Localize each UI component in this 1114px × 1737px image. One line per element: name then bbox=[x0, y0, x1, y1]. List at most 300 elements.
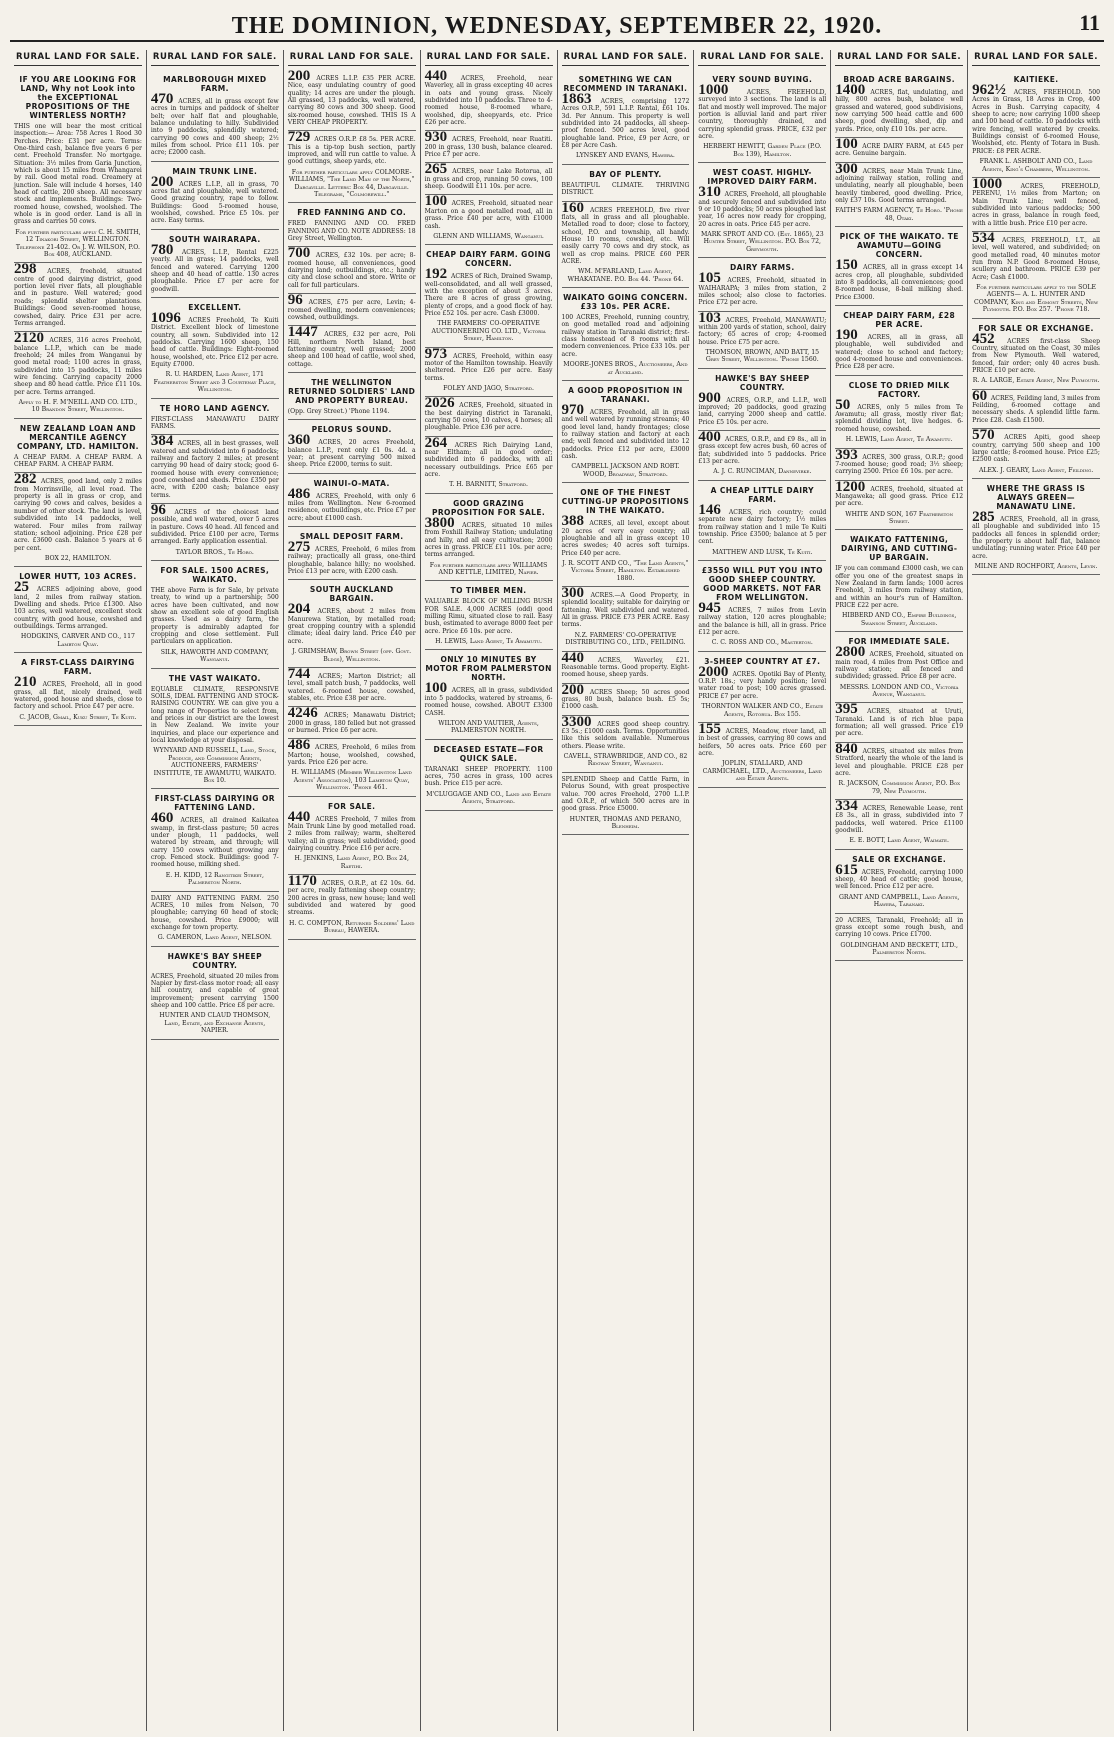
ad-signature: For further particulars apply C. H. SMITH, 12 Tinakori Street, WELLINGTON. Telephone 21-402. Or J. W. WILSON, P.O. Box 408, AUCKLAND. bbox=[15, 228, 141, 259]
ad-text: ACRES Freehold, Te Kuiti District. Excellent block of limestone country, all sown. Subdivided into 12 paddocks. Carrying 1600 sheep, 150 head of cattle. Buildings: Eight-roomed house, woolshed, etc. Price £12 per acre. Equity £7000. bbox=[150, 316, 279, 368]
ad-signature: A. J. C. RUNCIMAN, Dannevirke. bbox=[713, 468, 812, 476]
ad-signature: H. JENKINS, Land Agent, P.O. Box 24, Raetihi. bbox=[294, 855, 409, 870]
ad-text: ACRES, all in grass, all ploughable, well subdivided and watered; close to school and factory; good 4-roomed house and conveniences. Price £28 per acre. bbox=[835, 334, 964, 371]
ad-acreage: 160 bbox=[561, 199, 590, 216]
ad-text: ACRES L.I.P. £35 PER ACRE. Nice, easy undulating country of good quality; 14 acres are under the plough. All grassed, 13 paddocks, well watered, carrying 80 cows and 300 sheep. Good six-roomed house, cowshed. THIS IS A VERY CHEAP PROPERTY. bbox=[287, 75, 416, 127]
ad-body bbox=[835, 257, 964, 301]
ad-acreage: 100 bbox=[424, 193, 452, 210]
ad-acreage: 200 bbox=[150, 173, 180, 190]
ad-signature: R. A. LARGE, Estate Agent, New Plymouth. bbox=[972, 377, 1100, 385]
ad-body bbox=[425, 766, 553, 788]
ad-acreage: 1170 bbox=[287, 873, 322, 890]
ad-text: ACRES, situated 10 miles from Foxhill Railway Station; undulating and hilly, and all easy cultivation; 2000 acres in grass. PRICE £11 10s. per acre; terms arranged. bbox=[424, 521, 553, 559]
ad-acreage: 945 bbox=[698, 600, 729, 616]
ad-body bbox=[835, 136, 964, 158]
advertisement bbox=[835, 138, 963, 163]
advertisement bbox=[835, 160, 964, 228]
ad-heading: GOOD GRAZING PROPOSITION FOR SALE. bbox=[431, 498, 546, 517]
ad-body bbox=[288, 220, 416, 242]
column-header: RURAL LAND FOR SALE. bbox=[972, 50, 1100, 66]
advertisement bbox=[288, 420, 416, 473]
column-header: RURAL LAND FOR SALE. bbox=[562, 50, 690, 66]
ad-body bbox=[835, 701, 964, 738]
ad-text: THE above Farm is for Sale, by private treaty, to wind up a partnership; 500 acres have been cultivated, and now show an excellent sole of good English grasses. Used as a dairy farm, the property is admirably adapted for cropping and close settlement. Full particulars on application. bbox=[150, 587, 279, 646]
ad-heading: SMALL DEPOSIT FARM. bbox=[299, 532, 404, 541]
ad-body bbox=[835, 396, 964, 433]
ad-heading: ONLY 10 MINUTES BY MOTOR FROM PALMERSTON NORTH. bbox=[425, 655, 552, 683]
ad-body bbox=[151, 416, 279, 431]
advertisement bbox=[698, 481, 826, 561]
advertisement bbox=[698, 431, 826, 481]
ad-signature: R. U. HARDEN, Land Agent, 171 Featherston Street and 3 Courtenay Place, Wellington. bbox=[153, 371, 276, 394]
advertisement bbox=[14, 263, 142, 332]
advertisement bbox=[562, 381, 690, 483]
ad-heading: FOR IMMEDIATE SALE. bbox=[848, 637, 950, 647]
ad-body bbox=[561, 401, 690, 460]
ad-text: ACRES, FREEHOLD. 500 Acres in Grass, 18 Acres in Crop, 400 Acres in Bush. Carrying capacity, 4 sheep to acre; now carrying 1000 sheep and 100 head of cattle. 10 paddocks with wire fencing, well watered by creeks. Buildings consist of 6-roomed House, Woolshed, etc. Plenty of Totara in Bush. PRICE: £8 PER ACRE. bbox=[972, 89, 1100, 155]
ad-acreage: 4246 bbox=[287, 705, 325, 722]
ad-acreage: 100 bbox=[835, 136, 863, 153]
ad-text: TARANAKI SHEEP PROPERTY. 1100 acres, 750 acres in grass, 100 acres bush. Price £15 per acre. bbox=[424, 765, 553, 788]
ad-signature: BOX 22, HAMILTON. bbox=[44, 554, 112, 562]
ad-text: SPLENDID Sheep and Cattle Farm, in Pelorus Sound, with great prospective value. 700 acres Freehold, 2700 L.I.P. and O.R.P., of which 500 acres are in good grass. Price £5000. bbox=[561, 775, 690, 813]
ad-text: ACRES first-class Sheep Country, situated on the Coast, 30 miles from New Plymouth. Well watered, fenced, fair order; only 40 acres bush. PRICE £10 per acre. bbox=[972, 337, 1100, 375]
ad-heading: ONE OF THE FINEST CUTTING-UP PROPOSITIONS IN THE WAIKATO. bbox=[561, 488, 690, 516]
ad-acreage: 265 bbox=[424, 161, 453, 178]
ad-acreage: 2026 bbox=[424, 395, 460, 412]
advertisement bbox=[835, 800, 963, 850]
ad-body bbox=[561, 199, 690, 266]
ad-heading: CHEAP DAIRY FARM. GOING CONCERN. bbox=[426, 250, 551, 269]
advertisement bbox=[835, 446, 964, 481]
advertisement bbox=[425, 740, 553, 811]
ad-body bbox=[424, 395, 553, 432]
ad-text: ACRES, about 2 miles from Manurewa Station, by metalled road; great cropping country with a splendid climate; ideal dairy land. Price £40 per acre. bbox=[287, 608, 416, 645]
ad-body bbox=[561, 713, 690, 750]
ad-text: VALUABLE BLOCK OF MILLING BUSH FOR SALE. 4,000 ACRES (odd) good milling Rimu, situated close to rail. Easy bush, estimated to average 8000 feet per acre. Price £6 10s. per acre. bbox=[424, 598, 553, 635]
ad-text: ACRES, only 5 miles from Te Awamutu; all grass, mostly river flat; splendid dividing lot, live hedges. 6-roomed house, cowshed. bbox=[835, 403, 964, 433]
ad-acreage: 400 bbox=[698, 429, 726, 446]
ad-body bbox=[698, 389, 827, 426]
advertisement bbox=[288, 203, 416, 247]
advertisement bbox=[425, 494, 553, 582]
advertisement bbox=[425, 581, 553, 650]
advertisement bbox=[835, 914, 963, 962]
ad-signature: ALEX. J. GEARY, Land Agent, Feilding. bbox=[978, 466, 1094, 474]
advertisement bbox=[151, 892, 279, 947]
ad-signature: H. C. COMPTON, Returned Soldiers' Land Bureau, HAWERA. bbox=[288, 919, 415, 935]
advertisement bbox=[835, 632, 963, 703]
advertisement bbox=[835, 376, 963, 449]
column-header: RURAL LAND FOR SALE. bbox=[425, 50, 553, 66]
ad-acreage: 310 bbox=[698, 184, 725, 201]
ad-body bbox=[287, 485, 416, 522]
ad-text: ACRES, Freehold, all in grass and well watered by running streams; 40 good level land, handy frontages; close to railway station and factory at each end; well fenced and subdivided into 12 paddocks. Price £12 per acre, £3000 cash. bbox=[561, 408, 690, 460]
ad-body bbox=[287, 245, 416, 289]
ad-acreage: 486 bbox=[287, 737, 316, 754]
ad-acreage: 744 bbox=[287, 665, 318, 682]
advertisement bbox=[288, 797, 416, 876]
ad-heading: FIRST-CLASS DAIRYING OR FATTENING LAND. bbox=[154, 794, 275, 813]
ad-acreage: 275 bbox=[287, 539, 316, 555]
advertisement bbox=[14, 567, 142, 653]
advertisement bbox=[562, 70, 690, 165]
ad-heading: A CHEAP LITTLE DAIRY FARM. bbox=[710, 485, 814, 504]
ad-body bbox=[972, 508, 1100, 560]
ad-acreage: 300 bbox=[561, 585, 591, 602]
ad-text: ACRES.—A Good Property, in splendid locality; suitable for dairying or fattening. Well subdivided and watered. All in grass. PRICE £73 PER ACRE. Easy terms. bbox=[561, 592, 690, 629]
ad-signature: E. H. KIDD, 12 Rangitikei Street, Palmerston North. bbox=[165, 871, 264, 887]
ad-text: ACRES, Feilding land, 3 miles from Feilding, 6-roomed cottage and necessary sheds. A splendid little farm. Price £28. Cash £1500. bbox=[972, 394, 1101, 424]
column-header: RURAL LAND FOR SALE. bbox=[288, 50, 416, 66]
ad-body bbox=[425, 598, 553, 635]
advertisement bbox=[425, 70, 553, 131]
ad-signature: THORNTON WALKER AND CO., Estate Agents, Rotorua. Box 155. bbox=[701, 703, 824, 718]
column-1 bbox=[10, 50, 147, 1731]
ad-text: ACRES, all in grass except few acres in turnips and paddock of shelter belt; over half flat and ploughable, balance undulating to hilly. Subdivided into 9 paddocks, splendidly watered; carrying 90 cows and 400 sheep; 2½ miles from school. Price £11 10s. per acre; £2000 cash. bbox=[150, 98, 279, 157]
ad-signature: E. E. BOTT, Land Agent, Waimate. bbox=[849, 837, 949, 845]
ad-heading: IF YOU ARE LOOKING FOR LAND, Why not Look into the EXCEPTIONAL PROPOSITIONS OF THE WINTERLESS NORTH? bbox=[19, 75, 137, 120]
ad-heading: THE VAST WAIKATO. bbox=[168, 673, 261, 683]
ad-signature: JOPLIN, STALLARD, AND CARMICHAEL, LTD., Auctioneers, Land and Estate Agents. bbox=[702, 760, 822, 783]
advertisement bbox=[835, 478, 964, 531]
ad-signature: H. WILLIAMS (Member Wellington Land Agents' Association), 103 Lambton Quay, Wellington. 'Phone 461. bbox=[291, 769, 412, 792]
column-2 bbox=[147, 50, 284, 1731]
ad-text: ACRES, situated six miles from Stratford, nearly the whole of the land is level and ploughable. PRICE £28 per acre. bbox=[835, 747, 964, 777]
ad-acreage: 384 bbox=[150, 433, 178, 450]
ad-acreage: 285 bbox=[972, 508, 1000, 525]
ad-text: ACRES, all level, except about 20 acres of very easy country; all ploughable and all in grass except 10 acres swedes; 40 acres soft turnips. Price £40 per acre. bbox=[561, 520, 690, 557]
ad-heading: CLOSE TO DRIED MILK FACTORY. bbox=[848, 380, 950, 399]
advertisement bbox=[288, 373, 416, 420]
ad-text: ACRES, 7 miles from Levin railway station, 120 acres ploughable; and the balance is hill, all in grass. Price £12 per acre. bbox=[698, 607, 827, 637]
ad-heading: VERY SOUND BUYING. bbox=[712, 75, 813, 84]
ad-body bbox=[287, 68, 416, 127]
ad-body bbox=[14, 261, 142, 327]
ad-text: ACRES of Rich, Drained Swamp, well-consolidated, and all well grassed, with the exception of about 3 acres. There are 8 acres of grass growing, plenty of crops, and a good flock of hay. Price £52 10s. per acre. Cash £3000. bbox=[424, 273, 553, 317]
ad-heading: 3-SHEEP COUNTRY AT £7. bbox=[704, 656, 821, 666]
ad-body bbox=[972, 387, 1101, 424]
ad-heading: FOR SALE. bbox=[327, 801, 376, 811]
ad-signature: Apply to H. F. M'NEILL AND CO. LTD., 10 Brandon Street, Wellington. bbox=[18, 398, 138, 414]
ad-signature: C. C. ROSS AND CO., Masterton. bbox=[711, 639, 813, 647]
ad-heading: FRED FANNING AND CO. bbox=[297, 208, 407, 218]
ad-text: ACRES, Freehold, near Ruatiti. 200 in grass, 130 bush, balance cleared. Price £7 per acre. bbox=[424, 136, 553, 159]
ad-text: ACRES, 20 acres Freehold, balance L.I.P., rent only £1 0s. 4d. a year; at present carrying 500 mixed sheep. Price £2000, terms to suit. bbox=[287, 439, 416, 469]
advertisement bbox=[14, 473, 142, 567]
advertisement bbox=[288, 70, 416, 131]
ad-text: ACRES, Freehold, with only 6 miles from Wellington. New 6-roomed residence, outbuildings, etc. Price £7 per acre; about £1000 cash. bbox=[287, 492, 416, 522]
ad-acreage: 96 bbox=[150, 501, 175, 518]
ad-heading: WAIKATO GOING CONCERN. £33 10s. PER ACRE. bbox=[563, 293, 688, 312]
advertisement bbox=[288, 707, 416, 739]
advertisement bbox=[972, 319, 1100, 390]
advertisement bbox=[698, 163, 826, 258]
ad-body bbox=[698, 270, 827, 307]
ad-heading: THE WELLINGTON RETURNED SOLDIERS' LAND AND PROPERTY BUREAU. bbox=[288, 377, 416, 405]
advertisement bbox=[288, 131, 416, 203]
ad-body bbox=[562, 776, 690, 813]
ad-signature: FRANK L. ASHBOLT AND CO., Land Agents, King's Chambers, Wellington. bbox=[979, 158, 1093, 173]
advertisement bbox=[835, 703, 963, 742]
ad-body bbox=[287, 129, 416, 166]
ad-body bbox=[150, 810, 279, 869]
advertisement bbox=[151, 561, 279, 669]
ad-acreage: 729 bbox=[287, 129, 315, 146]
ad-text: ACRES, situated at Uruti, Taranaki. Land is of rich blue papa formation; all well grassed. Price £19 per acre. bbox=[835, 708, 964, 738]
ad-signature: LYNSKEY AND EVANS, Hawera. bbox=[576, 152, 675, 160]
advertisement bbox=[698, 652, 826, 723]
ad-body bbox=[424, 68, 553, 127]
ad-body bbox=[287, 292, 416, 321]
advertisement bbox=[698, 258, 826, 311]
ad-body bbox=[835, 82, 964, 133]
ad-body bbox=[835, 798, 964, 835]
ad-acreage: 440 bbox=[287, 808, 316, 825]
ad-signature: FAITH'S FARM AGENCY, Te Horo. 'Phone 48, Otaki. bbox=[835, 207, 963, 222]
ad-signature: WILTON AND VAUTIER, Agents, PALMERSTON NORTH. bbox=[438, 719, 539, 735]
advertisement bbox=[288, 474, 416, 527]
advertisement bbox=[151, 399, 279, 436]
ad-text: ACRES, Freehold, 6 miles from Marton; house, woolshed, cowshed, yards. Price £26 per acre. bbox=[287, 744, 416, 766]
ad-body bbox=[424, 434, 553, 479]
ad-signature: FOLEY AND JAGO, Stratford. bbox=[443, 384, 534, 392]
ad-acreage: 298 bbox=[14, 261, 48, 278]
ad-text: ACRES, £32 10s. per acre; 8-roomed house, all conveniences, good dairying land; outbuildings, etc.; handy city and close school and store. Write or call for full particulars. bbox=[287, 252, 416, 289]
ad-signature: WHITE AND SON, 167 Featherston Street. bbox=[845, 510, 954, 525]
ad-signature: MOORE-JONES BROS., Auctioneers, And at Auckland. bbox=[563, 361, 688, 376]
ad-signature: SILK, HAWORTH AND COMPANY, Wanganui. bbox=[160, 648, 269, 664]
advertisement bbox=[288, 739, 416, 796]
ad-acreage: 96 bbox=[287, 292, 309, 309]
ad-body bbox=[561, 91, 690, 150]
ad-acreage: 470 bbox=[150, 91, 179, 107]
ad-body bbox=[14, 579, 142, 630]
ad-body bbox=[150, 173, 279, 225]
ad-body bbox=[287, 737, 416, 766]
column-4 bbox=[421, 50, 558, 1731]
ad-body bbox=[150, 501, 279, 546]
ad-text: ACRES, Freehold, all in good grass, all flat, nicely drained, well watered, good house and sheds, close to factory and school. Price £47 per acre. bbox=[14, 681, 142, 711]
ad-body bbox=[14, 674, 142, 711]
advertisement bbox=[288, 527, 416, 580]
ad-acreage: 25 bbox=[14, 579, 37, 596]
ad-body bbox=[424, 514, 553, 559]
ad-text: ACRES adjoining above, good land, 2 miles from railway station. Dwelling and sheds. Price £1300. Also 103 acres, well watered, excellent stock country, with good house, cowshed and outbuildings. Terms arranged. bbox=[14, 586, 142, 630]
ad-signature: HIBBERD AND CO., Empire Buildings, Swanson Street, Auckland. bbox=[842, 612, 957, 627]
ad-text: ACRES, all in best grasses, well watered and subdivided into 6 paddocks; railway and factory 2 miles; at present carrying 90 head of dairy stock; good 6-roomed house with every convenience; good cowshed and sheds. Price £350 per acre, with £200 cash; balance easy terms. bbox=[150, 440, 279, 499]
ad-body bbox=[287, 873, 416, 917]
advertisement bbox=[14, 332, 142, 419]
ad-signature: C. JACOB, Gmail, Kuku Street, Te Kuiti. bbox=[19, 713, 137, 721]
ad-text: ACRES, FREEHOLD, PERENU, 1½ miles from Marton; on Main Trunk Line; well fenced, subdivided into various paddocks; 500 acres in grass, balance in rough feed, with a little bush. Price £10 per acre. bbox=[972, 182, 1101, 227]
ad-acreage: 200 bbox=[287, 68, 317, 84]
column-5 bbox=[558, 50, 695, 1731]
advertisement bbox=[972, 70, 1100, 178]
ad-body bbox=[424, 129, 553, 159]
ad-heading: A GOOD PROPOSITION IN TARANAKI. bbox=[568, 385, 683, 404]
ad-acreage: 264 bbox=[424, 434, 455, 451]
ad-signature: GRANT AND CAMPBELL, Land Agents, Hawera, Taranaki. bbox=[838, 893, 960, 909]
ad-body bbox=[151, 895, 279, 932]
ad-signature: WYNYARD AND RUSSELL, Land, Stock, Produce, and Commission Agents, AUCTIONEERS, FARMERS' INSTITUTE, TE AWAMUTU, WAIKATO. Box 10. bbox=[153, 747, 277, 784]
column-7 bbox=[831, 50, 968, 1731]
ad-signature: For further particulars apply to the SOLE AGENTS— A. L. HUNTER AND COMPANY, King and Egmont Streets, New Plymouth. P.O. Box 257. 'Phone 718. bbox=[974, 284, 1099, 314]
ad-body bbox=[835, 917, 963, 939]
ad-body bbox=[14, 454, 142, 469]
ad-signature: For further particulars apply COLMORE-WILLIAMS, "The Land Man of the North," Dargaville. Letters: Box 44, Dargaville. Telegrams, "Colmorewill." bbox=[288, 168, 415, 198]
column-header: RURAL LAND FOR SALE. bbox=[698, 50, 826, 66]
ad-signature: THOMSON, BROWN, AND BATT, 15 Grey Street, Wellington. 'Phone 1560. bbox=[705, 348, 820, 364]
ad-text: ACRES, comprising 1272 Acres O.R.P., 591 L.I.P. Rental, £61 10s. 3d. Per Annum. This property is well subdivided into 24 paddocks, all sheep-proof fenced. 500 acres level, good ploughable land. Price, £9 per Acre, or £8 per Acre Cash. bbox=[561, 98, 690, 150]
ad-signature: HERBERT HEWITT, Garden Place (P.O. Box 139), Hamilton. bbox=[703, 143, 822, 158]
ad-text: ACRES, rich country; could separate new dairy factory; 1½ miles from railway station and 1 mile Te Kuiti township. Price £3500; balance at 5 per cent. bbox=[698, 508, 827, 546]
ad-body bbox=[150, 433, 279, 499]
ad-text: ACRES, Freehold, 6 miles from railway; practically all grass, one-third ploughable, balance hilly; no woolshed. Price £13 per acre, with £200 cash. bbox=[287, 546, 416, 576]
ad-acreage: 486 bbox=[287, 485, 316, 502]
ad-heading: DECEASED ESTATE—FOR QUICK SALE. bbox=[433, 744, 544, 763]
ad-text: ACRES of the choicest land possible, and well watered, over 5 acres in pasture. Cows 40 head. All fenced and subdivided. Price £100 per acre, Terms arranged. Early application essential. bbox=[150, 508, 279, 546]
ad-body bbox=[14, 471, 142, 552]
ad-acreage: 460 bbox=[150, 810, 181, 827]
ad-body bbox=[835, 478, 964, 508]
ad-text: ACRES, Freehold, near Waverley, all in grass excepting 40 acres in oats and young grass. Nicely subdivided into 10 paddocks. Three to 4-roomed house, 8-roomed whare, woolshed, dip, sheepyards, etc. Price £26 per acre. bbox=[424, 75, 553, 127]
ad-signature: CAMPBELL JACKSON AND ROBT. WOOD, Broadway, Stratford. bbox=[571, 463, 680, 478]
ad-text: ACRES, £32 per acre, Poli Hill, northern North Island, best fattening country, well grassed; 2000 sheep and 100 head of cattle, wool shed, cottage. bbox=[287, 331, 416, 368]
ad-text: ACRES, £75 per acre, Levin; 4-roomed dwelling, modern conveniences; cowshed, outbuildings. bbox=[287, 299, 416, 321]
column-header: RURAL LAND FOR SALE. bbox=[14, 50, 142, 66]
column-3 bbox=[284, 50, 421, 1731]
ad-signature: GLENN AND WILLIAMS, Wanganui. bbox=[433, 232, 544, 240]
ad-body bbox=[14, 330, 142, 396]
ad-acreage: 103 bbox=[698, 309, 726, 326]
ad-body bbox=[562, 182, 690, 197]
advertisement bbox=[972, 429, 1100, 479]
advertisement bbox=[151, 947, 279, 1040]
ad-body bbox=[287, 808, 416, 853]
ad-acreage: 190 bbox=[835, 327, 868, 343]
ad-signature: J. R. SCOTT AND CO., "The Land Agents," Victoria Street, Hamilton. Established 1880. bbox=[562, 559, 689, 582]
ad-body bbox=[287, 665, 416, 702]
ad-text: ACRES O.R.P. £8 5s. PER ACRE. This is a tip-top bush section, partly improved, and will run cattle to value. A good cuttings, sheep yards, etc. bbox=[287, 136, 416, 166]
advertisement bbox=[562, 288, 690, 381]
ad-acreage: 200 bbox=[561, 681, 590, 698]
ad-body bbox=[287, 432, 416, 469]
advertisement bbox=[151, 435, 279, 504]
ad-signature: R. JACKSON, Commission Agent, P.O. Box 79, New Plymouth. bbox=[838, 780, 960, 795]
ad-acreage: 930 bbox=[424, 129, 453, 146]
ad-text: FRED FANNING AND CO. FRED FANNING AND CO. NOTE ADDRESS: 18 Grey Street, Wellington. bbox=[287, 220, 416, 243]
ad-body bbox=[972, 330, 1100, 375]
ad-heading: WAIKATO FATTENING, DAIRYING, AND CUTTING-UP BARGAIN. bbox=[841, 535, 958, 563]
ad-signature: MESSRS. LONDON AND CO., Victoria Avenue, Wanganui. bbox=[839, 683, 959, 699]
advertisement bbox=[835, 740, 964, 800]
ad-signature: MATTHEW AND LUSK, Te Kuiti. bbox=[712, 548, 813, 556]
ad-text: ACRES, FREEHOLD, I.T., all level, well watered, and subdivided; on good metalled road, 40 minutes motor run from N.P. Good 8-roomed House, scullery and bathroom. PRICE £39 per Acre; Cash £1000. bbox=[972, 236, 1100, 281]
advertisement bbox=[835, 850, 963, 914]
advertisement bbox=[151, 70, 279, 162]
ad-signature: N.Z. FARMERS' CO-OPERATIVE DISTRIBUTING CO., LTD., FEILDING. bbox=[565, 631, 686, 647]
ad-text: ACRES Rich Dairying Land, near Eltham; all in good order; subdivided into 6 paddocks, with all necessary outbuildings. Price £65 per acre. bbox=[424, 441, 553, 479]
advertisement bbox=[288, 247, 416, 294]
ad-body bbox=[835, 861, 964, 891]
ad-heading: BROAD ACRE BARGAINS. bbox=[843, 75, 956, 84]
page-number: 11 bbox=[1079, 10, 1100, 35]
ad-text: THIS one will bear the most critical inspection:— Area: 758 Acres 1 Rood 30 Perches. Price: £31 per acre. Terms: One-third cash, balance five years 6 per cent. Freehold Transfer. No mortgage. Situation: 3½ miles from Garia Junction, which is about 15 miles from Whangarei by rail. Good metal road. Creamery at junction. Sale will include 4 horses, 140 head of cattle, 200 sheep. All necessary stock and implements. Buildings: Two-roomed house, cowshed, woolshed. The whole is in good order. Land is all in grass and carries 50 cows. bbox=[14, 123, 142, 226]
ad-acreage: 3300 bbox=[561, 713, 598, 730]
ad-acreage: 615 bbox=[835, 861, 862, 878]
column-6 bbox=[694, 50, 831, 1731]
ad-body bbox=[698, 309, 827, 346]
advertisement bbox=[562, 587, 690, 652]
advertisement bbox=[425, 245, 553, 347]
ad-heading: HAWKE'S BAY SHEEP COUNTRY. bbox=[167, 951, 262, 970]
ad-heading: LOWER HUTT, 103 ACRES. bbox=[19, 572, 137, 582]
ad-text: ACRES, Freehold, situated in WAIHARAPA; 3 miles from station, 2 miles school; also close to factories. Price £72 per acre. bbox=[698, 277, 827, 307]
ad-body bbox=[151, 686, 279, 745]
ad-acreage: 204 bbox=[287, 601, 318, 618]
ad-text: ACRES, O.R.P., at £2 10s. 6d. per acre, really fattening sheep country; 200 acres in grass, new house; land well subdivided and watered by good streams. bbox=[287, 880, 416, 917]
ad-acreage: 840 bbox=[835, 740, 863, 757]
ad-text: ACRES, FREEHOLD, surveyed into 3 sections. The land is all flat and mostly well improved. The major portion is alluvial land and part river country, thoroughly drained, and carrying splendid grass. PRICE, £32 per acre. bbox=[698, 89, 827, 141]
ad-heading: WHERE THE GRASS IS ALWAYS GREEN—MANAWATU LINE. bbox=[986, 483, 1086, 511]
ad-body bbox=[150, 309, 279, 368]
ad-signature: MILNE AND ROCHFORT, Agents, Levin. bbox=[974, 563, 1098, 570]
ad-heading: MARLBOROUGH MIXED FARM. bbox=[163, 75, 267, 93]
ad-text: IF you can command £3000 cash, we can offer you one of the greatest snaps in New Zealand in farm lands; 1000 acres Freehold, 3 miles from railway station, and within an hour's run of Hamilton. PRICE £22 per acre. bbox=[835, 565, 964, 610]
advertisement bbox=[288, 875, 416, 940]
advertisement bbox=[14, 653, 142, 726]
ad-acreage: 973 bbox=[424, 345, 454, 362]
ad-body bbox=[698, 663, 827, 700]
masthead bbox=[10, 8, 1104, 42]
ad-signature: HUNTER AND CLAUD THOMSON, Land, Estate, and Exchange Agents, NAPIER. bbox=[159, 1012, 271, 1035]
ad-text: FIRST-CLASS MANAWATU DAIRY FARMS. bbox=[150, 415, 279, 430]
ad-body bbox=[562, 314, 690, 358]
ad-body bbox=[972, 427, 1101, 464]
ad-body bbox=[424, 680, 553, 717]
ad-signature: H. LEWIS, Land Agent, Te Awamutu. bbox=[435, 638, 542, 646]
ad-body bbox=[288, 408, 416, 415]
ad-acreage: 334 bbox=[835, 798, 863, 814]
advertisement bbox=[698, 720, 827, 788]
ad-heading: FOR SALE. 1500 ACRES, WAIKATO. bbox=[160, 566, 270, 585]
ad-heading: WEST COAST. HIGHLY-IMPROVED DAIRY FARM. bbox=[707, 168, 818, 187]
advertisement bbox=[288, 294, 416, 326]
ad-acreage: 440 bbox=[561, 649, 598, 666]
advertisement bbox=[424, 434, 553, 494]
ad-signature: G. CAMERON, Land Agent, NELSON. bbox=[157, 934, 272, 942]
ad-text: ACRES good sheep country. £3 5s.; £1000 cash. Terms. Opportunities like this seldom available. Numerous others. Please write. bbox=[561, 720, 690, 750]
ad-text: ACRES L.I.P., all in grass, 70 acres flat and ploughable, well watered. Good grazing country, rape to follow. Buildings: Good 5-roomed house, woolshed, cowshed. Price £5 10s. per acre. Easy terms. bbox=[150, 180, 279, 225]
ad-acreage: 534 bbox=[972, 229, 1002, 246]
ad-signature: TAYLOR BROS., Te Horo. bbox=[175, 548, 254, 556]
ad-signature: HODGKINS, CARVER AND CO., 117 Lambton Quay. bbox=[20, 633, 135, 648]
ad-acreage: 700 bbox=[287, 245, 316, 262]
advertisement bbox=[561, 199, 690, 289]
ad-text: 20 ACRES, Taranaki, Freehold; all in grass except some rough bush, and carrying 10 cows. Price £1700. bbox=[835, 916, 964, 939]
ad-heading: WAINUI-O-MATA. bbox=[313, 478, 390, 488]
ad-text: ACRES, 300 grass, O.R.P.; good 7-roomed house; good road; 3½ sheep; carrying 2500. Price £6 10s. per acre. bbox=[835, 453, 964, 476]
advertisement bbox=[562, 165, 690, 202]
ad-text: ACRES, Freehold, situated in the best dairying district in Taranaki, carrying 50 cows, 10 calves, 4 horses; all ploughable. Price £36 per acre. bbox=[424, 402, 553, 432]
ad-acreage: 452 bbox=[972, 330, 1008, 347]
advertisement bbox=[698, 369, 826, 431]
advertisement bbox=[14, 70, 142, 263]
ad-signature: J. GRIMSHAW, Brown Street (opp. Govt. Bldgs), Wellington. bbox=[292, 648, 412, 663]
ad-text: ACRES Sheep; 50 acres good grass, 80 bush, balance bush. £5 5s; £1000 cash. bbox=[561, 688, 690, 711]
ad-text: BEAUTIFUL CLIMATE. THRIVING DISTRICT. bbox=[561, 181, 690, 197]
